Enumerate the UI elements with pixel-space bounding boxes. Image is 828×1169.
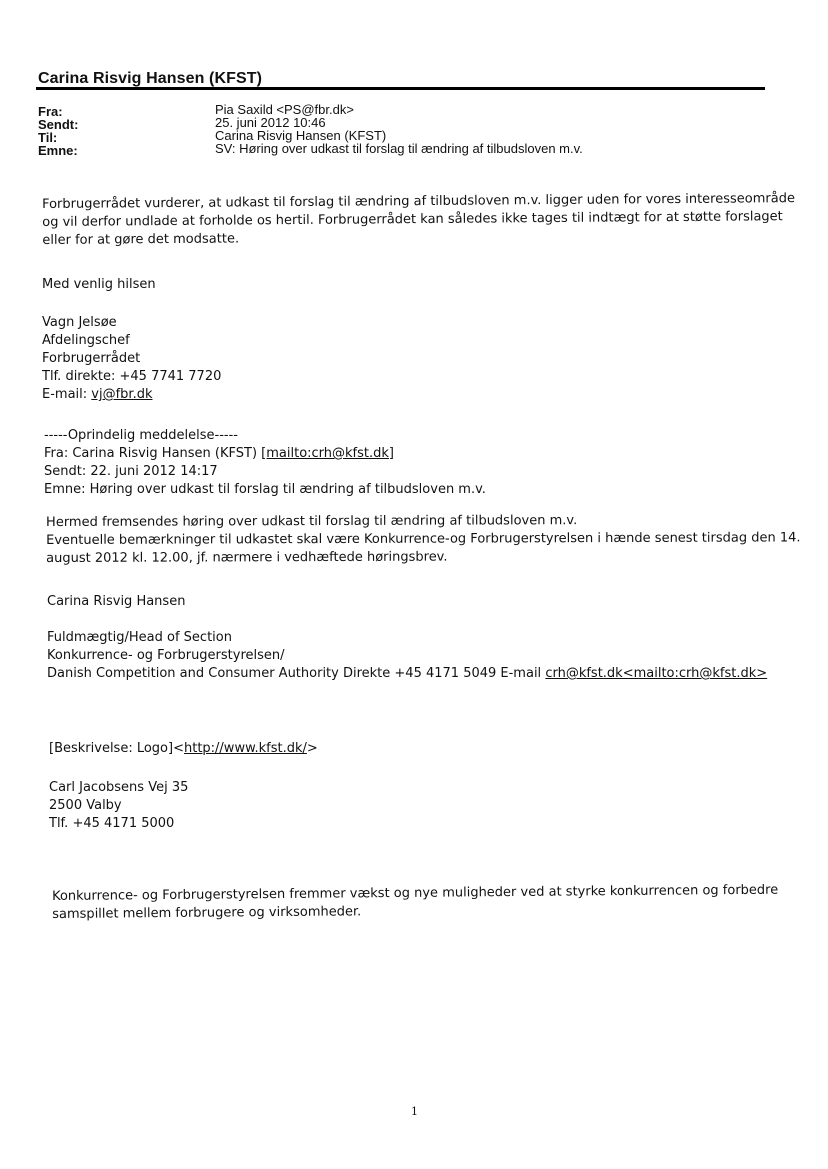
sent-label: Sendt: [38,117,79,132]
original-sig-contact-text: Danish Competition and Consumer Authority Direkte +45 4171 5049 E-mail [47,666,546,681]
original-signature [47,629,767,683]
logo-row-end: > [306,741,318,756]
reply-line: Forbrugerrådet vurderer, at udkast til forslag til ændring af tilbudsloven m.v. ligger uden for vores interesseområde [42,191,795,212]
address-block [49,779,188,833]
reply-line: og vil derfor undlade at forholde os hertil. Forbrugerrådet kan således ikke tages til indtægt for at støtte forslaget [42,209,783,230]
original-signer: Carina Risvig Hansen [47,594,186,609]
reply-paragraph [42,190,795,250]
reply-line: eller for at gøre det modsatte. [42,231,240,248]
signature-email-row [42,386,221,404]
original-sig-title: Fuldmægtig/Head of Section [47,630,232,645]
signature-title: Afdelingschef [42,333,130,348]
mailbox-owner-title: Carina Risvig Hansen (KFST) [38,70,263,87]
logo-row [49,740,318,758]
kfst-website-link[interactable]: http://www.kfst.dk/ [183,741,307,756]
page-number: 1 [411,1105,418,1118]
footer-statement [52,882,778,924]
logo-description: [Beskrivelse: Logo]< [49,741,184,756]
subject-value: SV: Høring over udkast til forslag til ændring af tilbudsloven m.v. [215,141,583,156]
original-sent: Sendt: 22. juni 2012 14:17 [44,464,218,479]
from-value: Pia Saxild <PS@fbr.dk> [215,102,354,117]
footer-line: Konkurrence- og Forbrugerstyrelsen fremmer vækst og nye muligheder ved at styrke konkurrencen og forbedre [52,882,779,904]
original-line: Hermed fremsendes høring over udkast til forslag til ændring af tilbudsloven m.v. [46,513,578,530]
original-subject: Emne: Høring over udkast til forslag til ændring af tilbudsloven m.v. [44,482,486,497]
address-street: Carl Jacobsens Vej 35 [49,780,189,795]
original-paragraph [46,511,801,568]
subject-label: Emne: [38,143,78,158]
original-sig-email-link[interactable]: crh@kfst.dk<mailto:crh@kfst.dk> [545,666,768,681]
signature-email-link[interactable]: vj@fbr.dk [91,387,153,402]
original-from-mailto-link[interactable]: [mailto:crh@kfst.dk] [261,446,394,461]
to-label: Til: [38,130,58,145]
original-sig-contact-row [47,665,767,683]
original-message-header [44,427,486,499]
original-from-row [44,445,486,463]
header-rule [36,87,765,90]
original-from-text: Fra: Carina Risvig Hansen (KFST) [44,446,262,461]
original-line: august 2012 kl. 12.00, jf. nærmere i vedhæftede høringsbrev. [46,549,448,566]
address-phone: Tlf. +45 4171 5000 [49,816,175,831]
original-sig-org: Konkurrence- og Forbrugerstyrelsen/ [47,648,285,663]
to-value: Carina Risvig Hansen (KFST) [215,128,387,143]
original-line: Eventuelle bemærkninger til udkastet skal være Konkurrence-og Forbrugerstyrelsen i hænde senest tirsdag den 14. [46,530,801,548]
from-label: Fra: [38,104,63,119]
original-separator: -----Oprindelig meddelelse----- [44,428,238,443]
signature-name: Vagn Jelsøe [42,315,117,330]
email-label: E-mail: [42,387,92,402]
signature-phone: Tlf. direkte: +45 7741 7720 [42,369,222,384]
reply-signature [42,314,221,404]
address-city: 2500 Valby [49,798,122,813]
sent-value: 25. juni 2012 10:46 [215,115,326,130]
signature-org: Forbrugerrådet [42,351,141,366]
footer-line: samspillet mellem forbrugere og virksomheder. [52,904,362,922]
greeting: Med venlig hilsen [42,277,156,292]
